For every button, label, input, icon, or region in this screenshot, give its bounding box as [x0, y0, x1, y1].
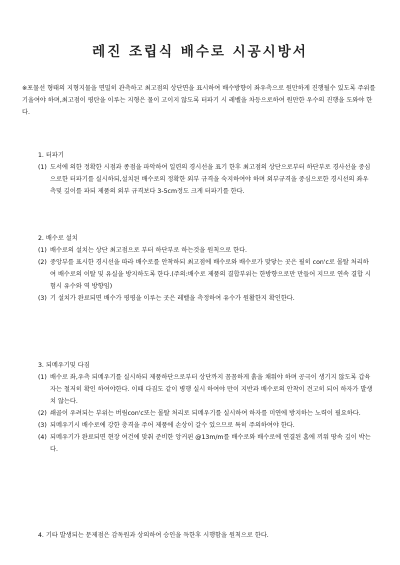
- section-excavation: [38, 150, 374, 198]
- section-title: 2. 배수로 설치: [38, 235, 78, 242]
- section-backfill: [38, 360, 374, 456]
- list-item: [38, 257, 374, 293]
- item-number: (2): [38, 259, 47, 266]
- item-number: (1): [38, 247, 47, 254]
- section-title: 4. 기타 발생되는 문제점은 감독원과 상의하여 승인을 득한후 시행함을 원칙으로 한다.: [38, 532, 269, 539]
- item-number: (2): [38, 410, 47, 417]
- item-number: (1): [38, 164, 47, 171]
- item-text: 기 설치가 완료되면 배수가 평평을 이루는 곳은 레벨을 측정하여 유수가 원활한지 확인한다.: [50, 295, 295, 302]
- list-item: [38, 245, 374, 257]
- list-item: [38, 420, 374, 432]
- item-number: (3): [38, 422, 47, 429]
- list-item: [38, 293, 374, 305]
- item-text: 중앙부를 표시한 경시선을 따라 배수로를 안착하되 최고점에 배수로와 배수로가 맞닿는 곳은 필히 con'c로 몰탈 처리하여 배수로의 이탈 및 유실을 방지하도록 한다.(주의:배수로 제품의 결합부위는 한방향으로만 만들어 지므로 연속 결합 시험시 유수와 역 방향임): [50, 259, 371, 290]
- item-text: 배수로의 설치는 상단 최고점으로 부터 하단부로 하는것을 원칙으로 한다.: [50, 247, 248, 254]
- item-number: (4): [38, 434, 47, 441]
- section-installation: [38, 233, 374, 305]
- list-item: [38, 408, 374, 420]
- section-title: 3. 되메우기및 다짐: [38, 362, 90, 369]
- section-title: 1. 터파기: [38, 152, 64, 159]
- item-number: (3): [38, 295, 47, 302]
- item-text: 되메우기가 완료되면 현장 여건에 맞춰 준비한 앙커핀 @13m/m를 배수로와 배수로에 연결된 홈에 끼워 땅속 깊이 박는다.: [50, 434, 371, 453]
- section-other: [38, 530, 374, 542]
- list-item: [38, 162, 374, 198]
- list-item: [38, 372, 374, 408]
- item-text: 되메우기시 배수로에 강한 충격을 주어 제품에 손상이 갈수 있으므로 특히 주의하여야 한다.: [50, 422, 295, 429]
- intro-paragraph: ※포물선 형태의 지형지물을 면밀히 관측하고 최고점의 상단면을 표시하여 배수방향이 좌우측으로 원만하게 진행될수 있도록 주위를 기울여야 하며,최고점이 평탄을 이루는 지형은 물이 고이지 않도록 터파기 시 레벨을 차등으로하여 원만한 우수의 진행을 도와야 한다.: [22, 85, 376, 116]
- item-text: 배수로 좌,우측 되메우기를 실시하되 제품하단으로부터 상단까지 꼼꼼하게 흙을 채워야 하며 공극이 생기지 않도록 갑육자는 철저히 확인 하여야한다. 이때 다짐도 같이 병행 실시 하여야 만이 지반과 배수로의 안착이 견고히 되어 하자가 발생치 않는다.: [50, 374, 373, 405]
- item-number: (1): [38, 374, 47, 381]
- document-title: 레진 조립식 배수로 시공시방서: [92, 44, 308, 60]
- item-text: 쇄골이 우려되는 부위는 버림con'c또는 몰탈 처리로 되메우기를 실시하여 하자를 미연에 방지하는 노력이 필요하다.: [50, 410, 361, 417]
- list-item: [38, 432, 374, 456]
- item-text: 도서에 의한 정확한 시점과 종점을 파악하여 일련의 경시선을 표기 한후 최고점의 상단으로부터 하단부로 경사선을 중심으로한 터파기를 실시하되,설치된 배수로의 정확한 외부 규격을 숙지하여야 하며 외부규격을 중심으로한 경시선의 좌우측및 깊이를 파되 제품의 외부 규격보다 3-5cm정도 크게 터파기를 한다.: [50, 164, 371, 195]
